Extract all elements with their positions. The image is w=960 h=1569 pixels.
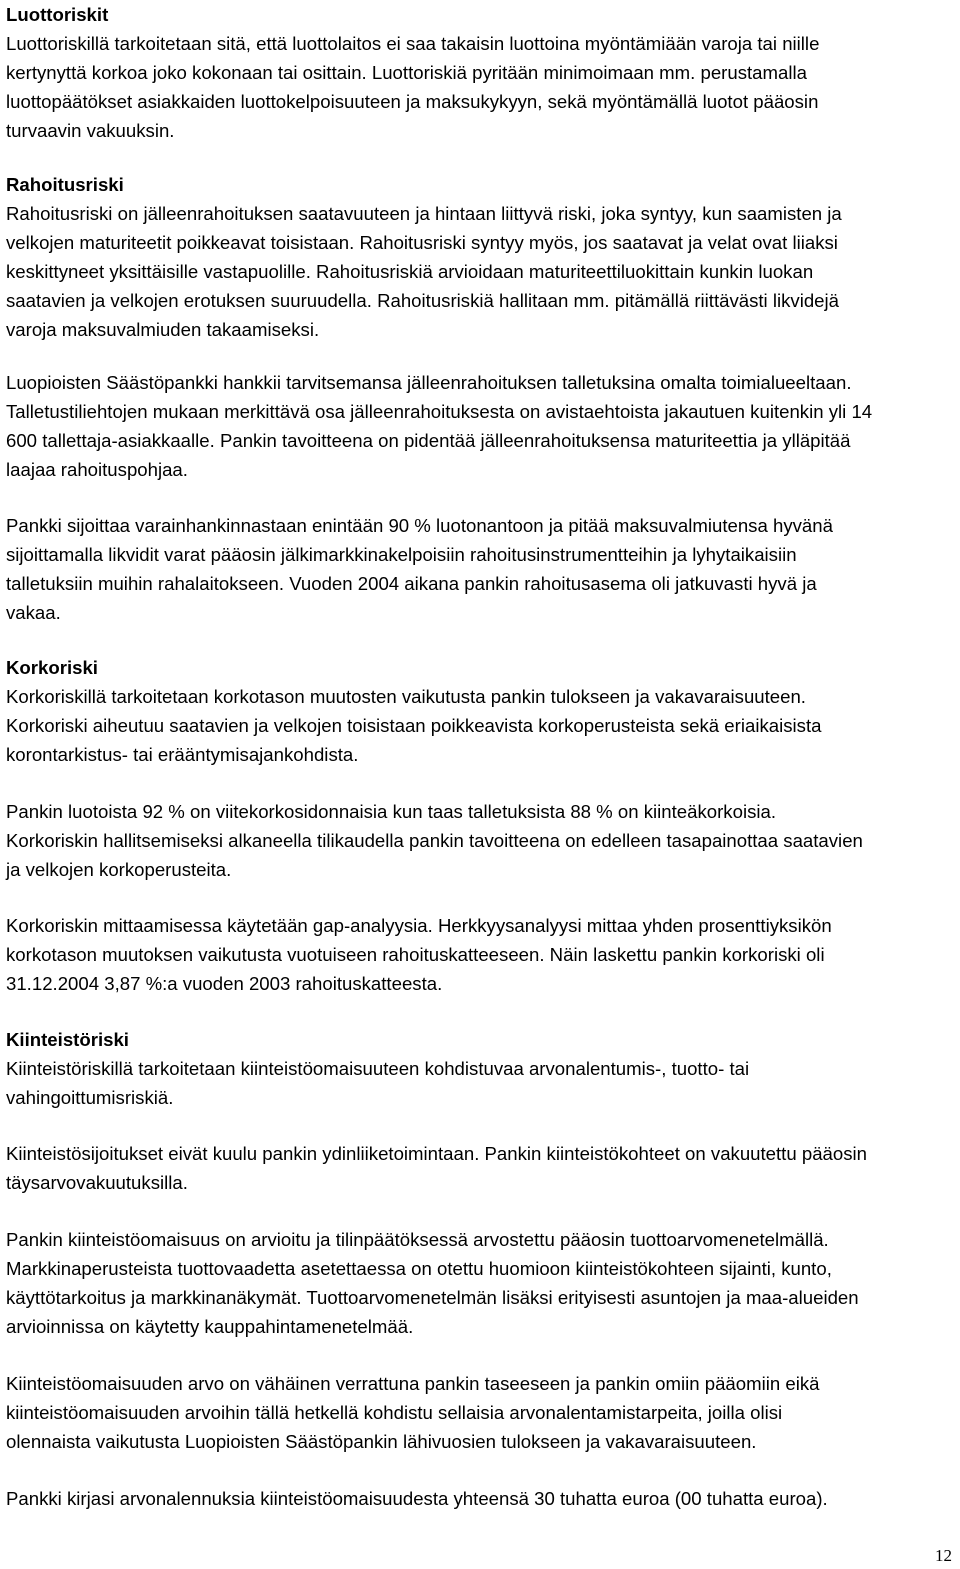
text-line: korkotason muutoksen vaikutusta vuotuiseen rahoituskatteeseen. Näin laskettu pankin korkoriski oli — [6, 944, 825, 965]
paragraph — [6, 682, 954, 769]
text-line: sijoittamalla likvidit varat pääosin jälkimarkkinakelpoisiin rahoitusinstrumentteihin ja lyhytaikaisiin — [6, 544, 797, 565]
paragraph — [6, 511, 954, 627]
section-korkoriski — [6, 653, 954, 769]
paragraph — [6, 368, 954, 484]
text-line: olennaista vaikutusta Luopioisten Säästöpankin lähivuosien tulokseen ja vakavaraisuuteen. — [6, 1431, 757, 1452]
text-line: Luottoriskillä tarkoitetaan sitä, että luottolaitos ei saa takaisin luottoina myöntämiään varoja tai niille — [6, 33, 820, 54]
text-line: Kiinteistöriskillä tarkoitetaan kiinteistöomaisuuteen kohdistuvaa arvonalentumis-, tuotto- tai — [6, 1058, 750, 1079]
text-line: turvaavin vakuuksin. — [6, 120, 175, 141]
text-line: käyttötarkoitus ja markkinanäkymät. Tuottoarvomenetelmän lisäksi erityisesti asuntojen ja maa-alueiden — [6, 1287, 859, 1308]
text-line: korontarkistus- tai erääntymisajankohdista. — [6, 744, 359, 765]
paragraph — [6, 1139, 954, 1197]
section-heading: Rahoitusriski — [6, 174, 124, 195]
text-line: Luopioisten Säästöpankki hankkii tarvitsemansa jälleenrahoituksen talletuksina omalta toimialueeltaan. — [6, 372, 852, 393]
text-line: Pankki kirjasi arvonalennuksia kiinteistöomaisuudesta yhteensä 30 tuhatta euroa (00 tuhatta euroa). — [6, 1488, 828, 1509]
section-heading: Kiinteistöriski — [6, 1029, 129, 1050]
text-line: Kiinteistösijoitukset eivät kuulu pankin ydinliiketoimintaan. Pankin kiinteistökohteet on vakuutettu pääosin — [6, 1143, 867, 1164]
paragraph — [6, 1369, 954, 1456]
text-line: keskittyneet yksittäisille vastapuolille. Rahoitusriskiä arvioidaan maturiteettiluokittain kunkin luokan — [6, 261, 814, 282]
section-heading: Luottoriskit — [6, 4, 109, 25]
paragraph — [6, 911, 954, 998]
text-line: täysarvovakuutuksilla. — [6, 1172, 188, 1193]
text-line: velkojen maturiteetit poikkeavat toisistaan. Rahoitusriski syntyy myös, jos saatavat ja velat ovat liiaksi — [6, 232, 838, 253]
text-line: talletuksiin muihin rahalaitokseen. Vuoden 2004 aikana pankin rahoitusasema oli jatkuvasti hyvä ja — [6, 573, 817, 594]
text-line: Pankin kiinteistöomaisuus on arvioitu ja tilinpäätöksessä arvostettu pääosin tuottoarvomenetelmällä. — [6, 1229, 829, 1250]
text-line: Korkoriskin mittaamisessa käytetään gap-analyysia. Herkkyysanalyysi mittaa yhden prosenttiyksikön — [6, 915, 832, 936]
paragraph — [6, 1484, 954, 1513]
text-line: varoja maksuvalmiuden takaamiseksi. — [6, 319, 320, 340]
text-line: 31.12.2004 3,87 %:a vuoden 2003 rahoituskatteesta. — [6, 973, 443, 994]
text-line: kiinteistöomaisuuden arvoihin tällä hetkellä kohdistu sellaisia arvonalentamistarpeita, joilla olisi — [6, 1402, 783, 1423]
text-line: Talletustiliehtojen mukaan merkittävä osa jälleenrahoituksesta on avistaehtoista jakautuen kuitenkin yli 14 — [6, 401, 873, 422]
paragraph — [6, 1225, 954, 1341]
text-line: Pankki sijoittaa varainhankinnastaan enintään 90 % luotonantoon ja pitää maksuvalmiutensa hyvänä — [6, 515, 833, 536]
page-number: 12 — [935, 1546, 952, 1565]
text-line: arvioinnissa on käytetty kauppahintamenetelmää. — [6, 1316, 414, 1337]
text-line: Korkoriski aiheutuu saatavien ja velkojen toisistaan poikkeavista korkoperusteista sekä eriaikaisista — [6, 715, 822, 736]
text-line: Korkoriskillä tarkoitetaan korkotason muutosten vaikutusta pankin tulokseen ja vakavaraisuuteen. — [6, 686, 806, 707]
section-rahoitusriski-heading — [6, 170, 954, 344]
text-line: 600 tallettaja-asiakkaalle. Pankin tavoitteena on pidentää jälleenrahoituksensa maturiteettia ja ylläpitää — [6, 430, 851, 451]
text-line: vahingoittumisriskiä. — [6, 1087, 174, 1108]
paragraph — [6, 199, 954, 344]
section-kiinteistoriski — [6, 1025, 954, 1112]
text-line: Rahoitusriski on jälleenrahoituksen saatavuuteen ja hintaan liittyvä riski, joka syntyy, kun saamisten ja — [6, 203, 842, 224]
text-line: vakaa. — [6, 602, 61, 623]
paragraph — [6, 29, 954, 145]
text-line: laajaa rahoituspohjaa. — [6, 459, 188, 480]
section-luottoriskit — [6, 0, 954, 145]
text-line: Kiinteistöomaisuuden arvo on vähäinen verrattuna pankin taseeseen ja pankin omiin pääomiin eikä — [6, 1373, 820, 1394]
text-line: saatavien ja velkojen erotuksen suuruudella. Rahoitusriskiä hallitaan mm. pitämällä riittävästi likvidejä — [6, 290, 839, 311]
text-line: ja velkojen korkoperusteita. — [6, 859, 232, 880]
section-heading: Korkoriski — [6, 657, 98, 678]
text-line: Markkinaperusteista tuottovaadetta asetettaessa on otettu huomioon kiinteistökohteen sijainti, kunto, — [6, 1258, 832, 1279]
text-line: kertynyttä korkoa joko kokonaan tai osittain. Luottoriskiä pyritään minimoimaan mm. perustamalla — [6, 62, 807, 83]
text-line: Pankin luotoista 92 % on viitekorkosidonnaisia kun taas talletuksista 88 % on kiinteäkorkoisia. — [6, 801, 777, 822]
text-line: luottopäätökset asiakkaiden luottokelpoisuuteen ja maksukykyyn, sekä myöntämällä luotot pääosin — [6, 91, 819, 112]
paragraph — [6, 797, 954, 884]
text-line: Korkoriskin hallitsemiseksi alkaneella tilikaudella pankin tavoitteena on edelleen tasapainottaa saatavien — [6, 830, 863, 851]
paragraph — [6, 1054, 954, 1112]
